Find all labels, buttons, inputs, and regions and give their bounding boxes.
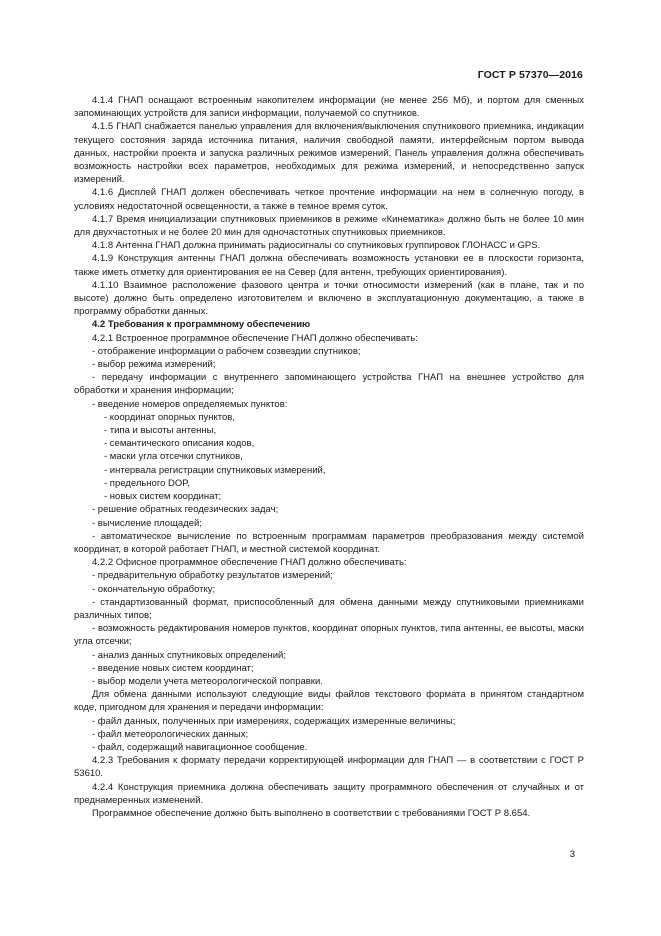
- list-item: - файл метеорологических данных;: [92, 728, 249, 740]
- document-code-header: ГОСТ Р 57370—2016: [477, 69, 583, 81]
- list-item: - предварительную обработку результатов измерений;: [92, 570, 333, 582]
- list-item: - введение новых систем координат;: [92, 662, 254, 674]
- paragraph: 4.1.9 Конструкция антенны ГНАП должна обеспечивать возможность установки ее в плоскости горизонта, также иметь отметку для ориентирования ее на Север (для антенн, требующих ориентирования).: [74, 253, 584, 278]
- list-item: - семантического описания кодов,: [104, 438, 255, 450]
- list-item: - решение обратных геодезических задач;: [92, 504, 279, 516]
- paragraph: Программное обеспечение должно быть выполнено в соответствии с требованиями ГОСТ Р 8.654.: [92, 807, 531, 819]
- page-number: 3: [569, 849, 575, 860]
- paragraph: - передачу информации с внутреннего запоминающего устройства ГНАП на внешнее устройство для обработки и хранения информации;: [74, 372, 584, 397]
- paragraph: - автоматическое вычисление по встроенным программам параметров преобразования между системой координат, в которой работает ГНАП, и местной системой координат.: [74, 530, 584, 555]
- list-item: - вычисление площадей;: [92, 517, 202, 529]
- list-item: - типа и высоты антенны,: [104, 425, 217, 437]
- list-item: - введение номеров определяемых пунктов:: [92, 398, 288, 410]
- list-item: - выбор режима измерений;: [92, 359, 216, 371]
- paragraph: 4.2.4 Конструкция приемника должна обеспечивать защиту программного обеспечения от случайных и от преднамеренных изменений.: [74, 781, 584, 806]
- list-item: - координат опорных пунктов,: [104, 411, 235, 423]
- list-item: - окончательную обработку;: [92, 583, 216, 595]
- paragraph: 4.2.1 Встроенное программное обеспечение ГНАП должно обеспечивать:: [92, 332, 418, 344]
- paragraph: 4.2.2 Офисное программное обеспечение ГНАП должно обеспечивать:: [92, 557, 407, 569]
- list-item: - анализ данных спутниковых определений;: [92, 649, 286, 661]
- paragraph: - возможность редактирования номеров пунктов, координат опорных пунктов, типа антенны, ее высоты, маски угла отсечки;: [74, 623, 584, 648]
- list-item: - интервала регистрации спутниковых измерений,: [104, 464, 326, 476]
- paragraph: 4.1.7 Время инициализации спутниковых приемников в режиме «Кинематика» должно быть не более 10 мин для двухчастотных и не более 20 мин для одночастотных спутниковых приемников.: [74, 213, 584, 239]
- paragraph: - стандартизованный формат, приспособленный для обмена данными между спутниковыми приемниками различных типов;: [74, 596, 584, 621]
- paragraph: 4.2.3 Требования к формату передачи корректирующей информации для ГНАП — в соответствии с ГОСТ Р 53610.: [74, 755, 584, 780]
- list-item: - предельного DOP,: [104, 477, 191, 489]
- paragraph: 4.1.8 Антенна ГНАП должна принимать радиосигналы со спутниковых группировок ГЛОНАСС и GPS.: [92, 240, 541, 252]
- list-item: - выбор модели учета метеорологической поправки.: [92, 675, 323, 687]
- list-item: - отображение информации о рабочем созвездии спутников;: [92, 345, 361, 357]
- paragraph: 4.1.4 ГНАП оснащают встроенным накопителем информации (не менее 256 Мб), и портом для сменных запоминающих устройств для записи информации, получаемой со спутников.: [74, 95, 584, 120]
- paragraph: 4.1.10 Взаимное расположение фазового центра и точки относимости измерений (как в плане, так и по высоте) должно быть определено изготовителем и включено в эксплуатационную документацию, а также в программу обработки данных.: [74, 279, 584, 318]
- paragraph: 4.1.6 Дисплей ГНАП должен обеспечивать четкое прочтение информации на нем в солнечную погоду, в условиях недостаточной освещенности, а также в темное время суток.: [74, 187, 584, 212]
- paragraph: Для обмена данными используют следующие виды файлов текстового формата в принятом стандартном коде, пригодном для хранения и передачи информации:: [74, 689, 584, 714]
- list-item: - новых систем координат;: [104, 491, 222, 503]
- section-heading: 4.2 Требования к программному обеспечению: [92, 319, 311, 331]
- list-item: - маски угла отсечки спутников,: [104, 451, 243, 463]
- document-body: [74, 94, 584, 820]
- paragraph: 4.1.5 ГНАП снабжается панелью управления для включения/выключения спутникового приемника, индикации текущего состояния заряда источника питания, наличия свободной памяти, интерфейсным портом вывода данных, настройки проекта и запуска различных режимов измерений. Панель управления должна обеспечивать возможность настройки всех параметров, необходимых для режима измерений, и непосредственно запуск измерений.: [74, 121, 584, 186]
- list-item: - файл, содержащий навигационное сообщение.: [92, 741, 308, 753]
- list-item: - файл данных, полученных при измерениях, содержащих измеренные величины;: [92, 715, 456, 727]
